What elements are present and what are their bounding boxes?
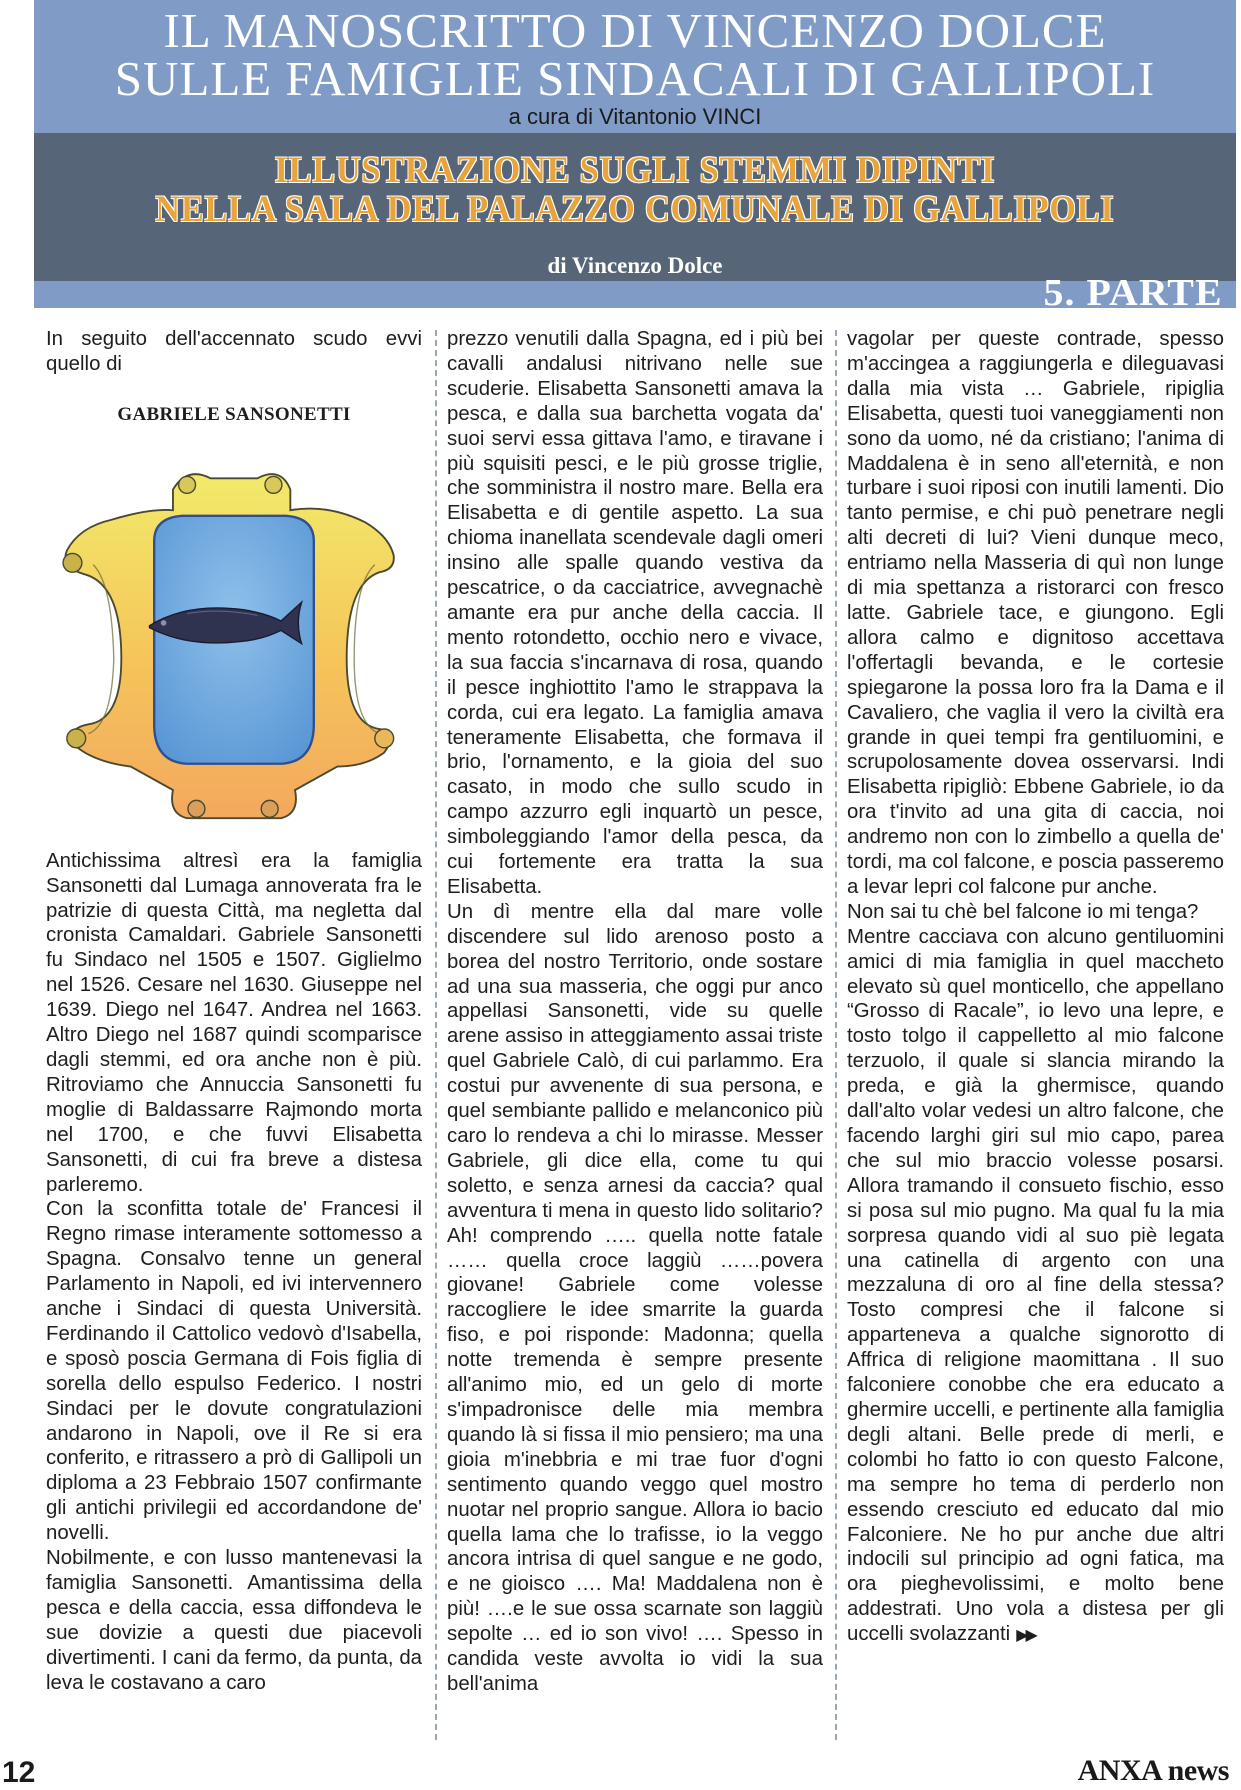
main-title-line-2: SULLE FAMIGLIE SINDACALI DI GALLIPOLI — [114, 51, 1156, 106]
paragraph: Antichissima altresì era la famiglia Sansonetti dal Lumaga annoverata fra le patrizie di questa Città, ma negletta dal cronista Camaldari. Gabriele Sansonetti fu Sindaco nel 1505 e 1507. Giglielmo nel 1526. Cesare nel 1630. Giuseppe nel 1639. Diego nel 1647. Andrea nel 1663. Altro Diego nel 1687 quindi scomparisce dagli stemmi, ed ora anche non è più. Ritroviamo che Annuccia Sansonetti fu moglie di Baldassarre Rajmondo morta nel 1700, e che fuvvi Elisabetta Sansonetti, di cui fra breve a distesa parleremo. — [46, 849, 422, 1196]
paragraph: vagolar per queste contrade, spesso m'accingea a raggiungerla e dileguavasi dalla mia vista … Gabriele, ripiglia Elisabetta, questi tuoi vaneggiamenti non sono da uomo, né da cristiano; l'anima di Maddalena è in seno all'eternità, e non turbare i suoi riposi con inutili lamenti. Dio tanto permise, e chi può penetrare negli alti decreti di lui? Vieni dunque meco, entriamo nella Masseria di quì non lunge di mia spettanza a ristorarci con fresco latte. Gabriele tace, e giungono. Egli allora calmo e dignitoso accettava l'offertagli bevanda, e le cortesie spiegarone la possa loro fra la Dama e il Cavaliero, che vaglia il vero la civiltà era grande in quei tempi fra gentiluomini, e scrupolosamente dovea osservarsi. Indi Elisabetta ripigliò: Ebbene Gabriele, io da ora t'invito ad una gita di caccia, noi andremo non con lo zimbello a quella de' tordi, ma col falcone, e poscia passeremo a levar lepri col falcone pur anche. — [847, 328, 1224, 898]
continue-arrow-icon: ▶▶ — [1016, 1627, 1035, 1645]
page-number: 12 — [2, 1756, 36, 1789]
paragraph: Non sai tu chè bel falcone io mi tenga? — [847, 900, 1199, 923]
crest-image — [46, 452, 422, 837]
paragraph: Nobilmente, e con lusso mantenevasi la famiglia Sansonetti. Amantissima della pesca e della caccia, essa diffondeva le sue dovizie a questi due piacevoli divertimenti. I cani da fermo, da punta, da leva le costavano a caro — [46, 1547, 422, 1694]
article-column-3 — [847, 327, 1224, 1649]
author-byline: di Vincenzo Dolce — [547, 253, 723, 278]
curator-credit: a cura di Vitantonio VINCI — [508, 104, 762, 129]
column-divider — [435, 330, 437, 1740]
paragraph: Con la sconfitta totale de' Francesi il Regno rimase interamente sottomesso a Spagna. Consalvo tenne un general Parlamento in Napoli, ed ivi intervennero anche i Sindaci di questa Università. Ferdinando il Cattolico vedovò d'Isabella, e sposò poscia Germana di Fois figlia di sorella dello espulso Federico. I nostri Sindaci per le dovute congratulazioni andarono in Napoli, ove il Re si era conferito, e ritrassero a prò di Gallipoli un diploma a 23 Febbraio 1507 confirmante gli antichi privilegii ed accordandone de' novelli. — [46, 1198, 422, 1545]
subtitle-line-2: NELLA SALA DEL PALAZZO COMUNALE DI GALLIPOLI — [155, 189, 1115, 230]
article-column-1 — [46, 327, 422, 1696]
paragraph-last — [847, 925, 1224, 1649]
paragraph: Un dì mentre ella dal mare volle discendere sul lido arenoso posto a borea del nostro Territorio, onde sostare ad una sua masseria, che oggi pur anco appellasi Sansonetti, vide su quelle arene assiso in atteggiamento assai triste quel Gabriele Calò, di cui parlammo. Era costui pur avvenente di sua persona, e quel sembiante pallido e melanconico più caro lo rendeva a chi lo mirasse. Messer Gabriele, gli dice ella, come tu qui soletto, e senza arnesi da caccia? qual avventura ti mena in questo lido solitario? Ah! comprendo ….. quella notte fatale …… quella croce laggiù ……povera giovane! Gabriele come volesse raccogliere le idee smarrite la guarda fiso, e poi risponde: Madonna; quella notte tremenda è sempre presente all'animo mio, ed un gelo di morte s'impadronisce delle mia membra quando là si fissa il mio pensiero; ma una gioia m'inebbria e mi trae fuor d'ogni sentimento quando veggo quel mostro nuotar nel proprio sangue. Allora io bacio quella lama che lo trafisse, io la veggo ancora intrisa di quel sangue e ne godo, e ne gioisco …. Ma! Maddalena non è più! ….e le sue ossa scarnate son laggiù sepolte … ed io son vivo! …. Spesso in candida veste avvolta io vidi la sua bell'anima — [447, 900, 823, 1695]
part-label: 5. PARTE — [1043, 272, 1223, 314]
paragraph: prezzo venutili dalla Spagna, ed i più bei cavalli andalusi nitrivano nelle sue scuderie. Elisabetta Sansonetti amava la pesca, e dalla sua barchetta vogata da' suoi servi essa gittava l'amo, e tiravane i più squisiti pesci, e le più grosse triglie, che somministra il nostro mare. Bella era Elisabetta e di gentile aspetto. La sua chioma inanellata scendevale dagli omeri insino alle spalle quando vestiva da pescatrice, o da cacciatrice, avvegnachè amante era pur anche della caccia. Il mento rotondetto, occhio nero e vivace, la sua faccia s'incarnava di rosa, quando il pesce inghiottito l'amo le strappava la corda, cui era legato. La famiglia amava teneramente Elisabetta, che formava il brio, l'ornamento, e la gioia del suo casato, in modo che sullo scudo in campo azzurro egli inquartò un pesce, simboleggiando l'amor della pesca, da cui fortemente era tratta la sua Elisabetta. — [447, 328, 823, 898]
column-divider — [835, 330, 837, 1740]
main-title-line-1: IL MANOSCRITTO DI VINCENZO DOLCE — [163, 3, 1107, 58]
subtitle-line-1: ILLUSTRAZIONE SUGLI STEMMI DIPINTI — [274, 150, 996, 191]
family-heading: GABRIELE SANSONETTI — [117, 403, 351, 425]
paragraph-text: Mentre cacciava con alcuno gentiluomini amici di mia famiglia in quel maccheto elevato sù quel monticello, che appellano “Grosso di Racale”, io levo una lepre, e tosto tolgo il cappelletto al mio falcone terzuolo, il quale si slancia mirando la preda, e già la ghermisce, quando dall'alto volar vedesi un altro falcone, che facendo larghi giri sul mio capo, parea che sul mio braccio volesse posarsi. Allora tramando il consueto fischio, esso si posa sul mio pugno. Ma qual fu la mia sorpresa quando vidi al suo piè legata una catinella di argento con una mezzaluna di oro al fine della stessa? Tosto compresi che il falcone si apparteneva a qualche signorotto di Affrica di religione maomittana . Il suo falconiere conobbe che era educato a ghermire uccelli, e pertinente alla famiglia degli altani. Belle prede di merli, e colombi ho fatto io con questo Falcone, ma sempre ho tema di perderlo non essendo cresciuto ed educato dal mio Falconiere. Ne ho pur anche due altri indocili sul principio ad ogni fatica, ma ora pieghevolissimi, e molto bene addestrati. Uno vola a distesa per gli uccelli svolazzanti — [847, 925, 1224, 1646]
article-column-2 — [447, 327, 823, 1697]
intro-paragraph: In seguito dell'accennato scudo evvi quello di — [46, 328, 422, 375]
publication-logo: ANXA news — [1077, 1754, 1229, 1787]
